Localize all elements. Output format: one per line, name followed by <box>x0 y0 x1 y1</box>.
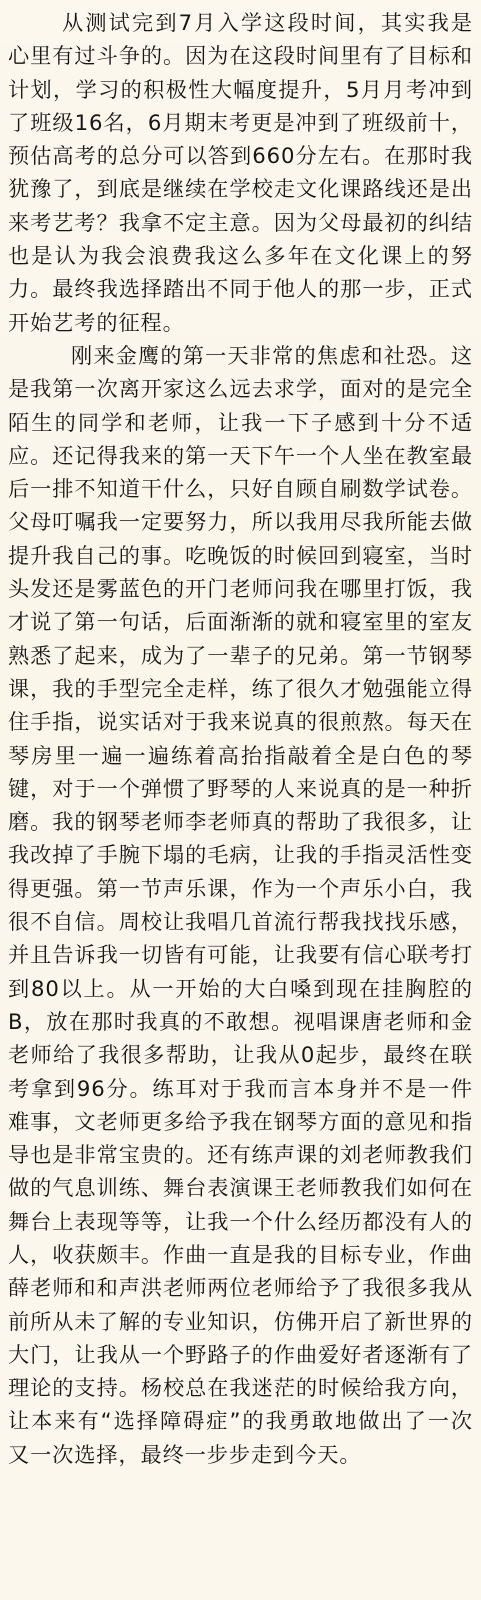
paragraph-first-days-at-jinying: 刚来金鹰的第一天非常的焦虑和社恐。这是我第一次离开家这么远去求学，面对的是完全陌生的同学和老师，让我一下子感到十分不适应。还记得我来的第一天下午一个人坐在教室最后一排不知道干什么，只好自顾自刷数学试卷。父母叮嘱我一定要努力，所以我用尽我所能去做提升我自己的事。吃晚饭的时候回到寝室，当时头发还是雾蓝色的开门老师问我在哪里打饭，我才说了第一句话，后面渐渐的就和寝室里的室友熟悉了起来，成为了一辈子的兄弟。第一节钢琴课，我的手型完全走样，练了很久才勉强能立得住手指，说实话对于我来说真的很煎熬。每天在琴房里一遍一遍练着高抬指敲着全是白色的琴键，对于一个弹惯了野琴的人来说真的是一种折磨。我的钢琴老师李老师真的帮助了我很多，让我改掉了手腕下塌的毛病，让我的手指灵活性变得更强。第一节声乐课，作为一个声乐小白，我很不自信。周校让我唱几首流行帮我找找乐感，并且告诉我一切皆有可能，让我要有信心联考打到80以上。从一开始的大白嗓到现在挂胸腔的B，放在那时我真的不敢想。视唱课唐老师和金老师给了我很多帮助，让我从0起步，最终在联考拿到96分。练耳对于我而言本身并不是一件难事，文老师更多给予我在钢琴方面的意见和指导也是非常宝贵的。还有练声课的刘老师教我们做的气息训练、舞台表演课王老师教我们如何在舞台上表现等等，让我一个什么经历都没有人的人，收获颇丰。作曲一直是我的目标专业，作曲薛老师和和声洪老师两位老师给予了我很多我从前所从未了解的专业知识，仿佛开启了新世界的大门，让我从一个野路子的作曲爱好者逐渐有了理论的支持。杨校总在我迷茫的时候给我方向，让本来有“选择障碍症”的我勇敢地做出了一次又一次选择，最终一步步走到今天。 <box>8 342 473 1467</box>
essay-body <box>8 6 473 1471</box>
paragraph-testing-to-enrollment: 从测试完到7月入学这段时间，其实我是心里有过斗争的。因为在这段时间里有了目标和计划，学习的积极性大幅度提升，5月月考冲到了班级16名，6月期末考更是冲到了班级前十，预估高考的总分可以答到660分左右。在那时我犹豫了，到底是继续在学校走文化课路线还是出来考艺考？我拿不定主意。因为父母最初的纠结也是认为我会浪费我这么多年在文化课上的努力。最终我选择踏出不同于他人的那一步，正式开始艺考的征程。 <box>8 10 473 335</box>
